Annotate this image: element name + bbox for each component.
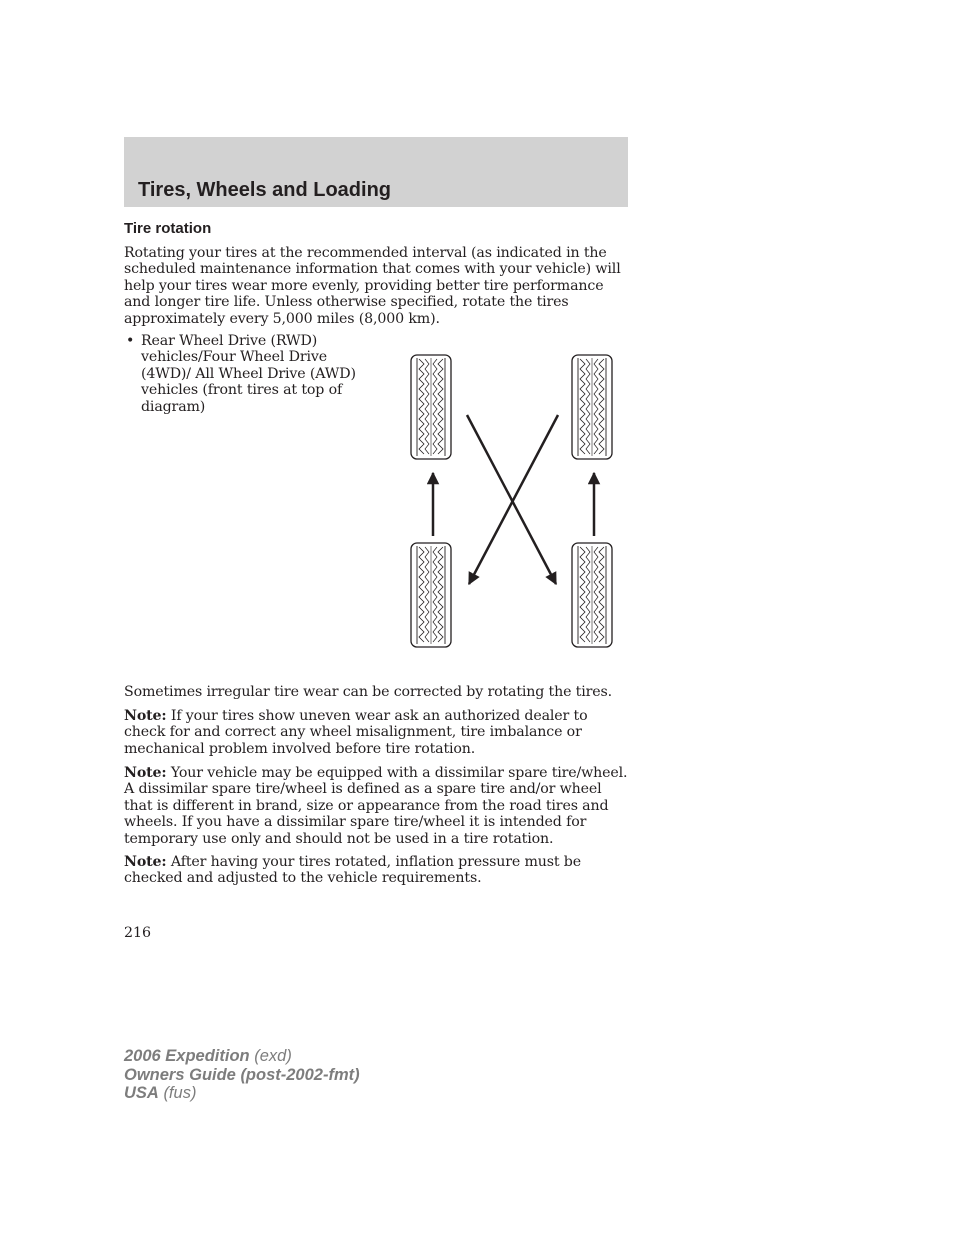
bullet-symbol: • [126, 333, 135, 349]
note-label: Note: [124, 854, 167, 870]
note-text: After having your tires rotated, inflation pressure must be checked and adjusted to the vehicle requirements. [124, 854, 581, 887]
sometimes-paragraph: Sometimes irregular tire wear can be corrected by rotating the tires. [124, 684, 612, 700]
footer-line-guide [124, 1066, 360, 1085]
note-paragraph [124, 854, 632, 887]
tire-tread-icon [572, 355, 612, 459]
footer-model-name: 2006 Expedition [124, 1047, 250, 1065]
footer-line-market [124, 1084, 360, 1103]
note-text: Your vehicle may be equipped with a dissimilar spare tire/wheel. A dissimilar spare tire/wheel is defined as a spare tire and/or wheel that is different in brand, size or appearance from the road tires and wheels. If you have a dissimilar spare tire/wheel it is intended for temporary use only and should not be used in a tire rotation. [124, 765, 628, 847]
tire-tread-icon [411, 543, 451, 647]
tire-rotation-diagram [400, 350, 625, 655]
arrow-icon [469, 415, 558, 584]
note-text: If your tires show uneven wear ask an authorized dealer to check for and correct any wheel misalignment, tire imbalance or mechanical problem involved before tire rotation. [124, 708, 588, 757]
section-header-band [124, 137, 628, 207]
footer-line-model [124, 1047, 360, 1066]
section-title: Tire rotation [124, 220, 212, 237]
arrow-icon [467, 415, 556, 584]
page-number: 216 [124, 925, 152, 941]
tire-tread-icon [411, 355, 451, 459]
footer-market-code: (fus) [163, 1084, 197, 1102]
document-footer [124, 1047, 360, 1103]
intro-paragraph: Rotating your tires at the recommended interval (as indicated in the scheduled maintenance information that comes with your vehicle) will help your tires wear more evenly, providing better tire performance and longer tire life. Unless otherwise specified, rotate the tires approximately every 5,000 miles (8,000 km). [124, 245, 621, 327]
bullet-text: Rear Wheel Drive (RWD) vehicles/Four Wheel Drive (4WD)/ All Wheel Drive (AWD) vehicles (front tires at top of diagram) [141, 333, 356, 415]
footer-market-name: USA [124, 1084, 159, 1102]
note-label: Note: [124, 765, 167, 781]
note-label: Note: [124, 708, 167, 724]
tire-tread-icon [572, 543, 612, 647]
footer-model-code: (exd) [254, 1047, 292, 1065]
footer-guide-name: Owners Guide (post-2002-fmt) [124, 1065, 360, 1084]
bullet-item-rwd [124, 333, 374, 415]
note-paragraph [124, 765, 632, 847]
note-paragraph [124, 708, 632, 757]
chapter-title: Tires, Wheels and Loading [138, 179, 392, 201]
